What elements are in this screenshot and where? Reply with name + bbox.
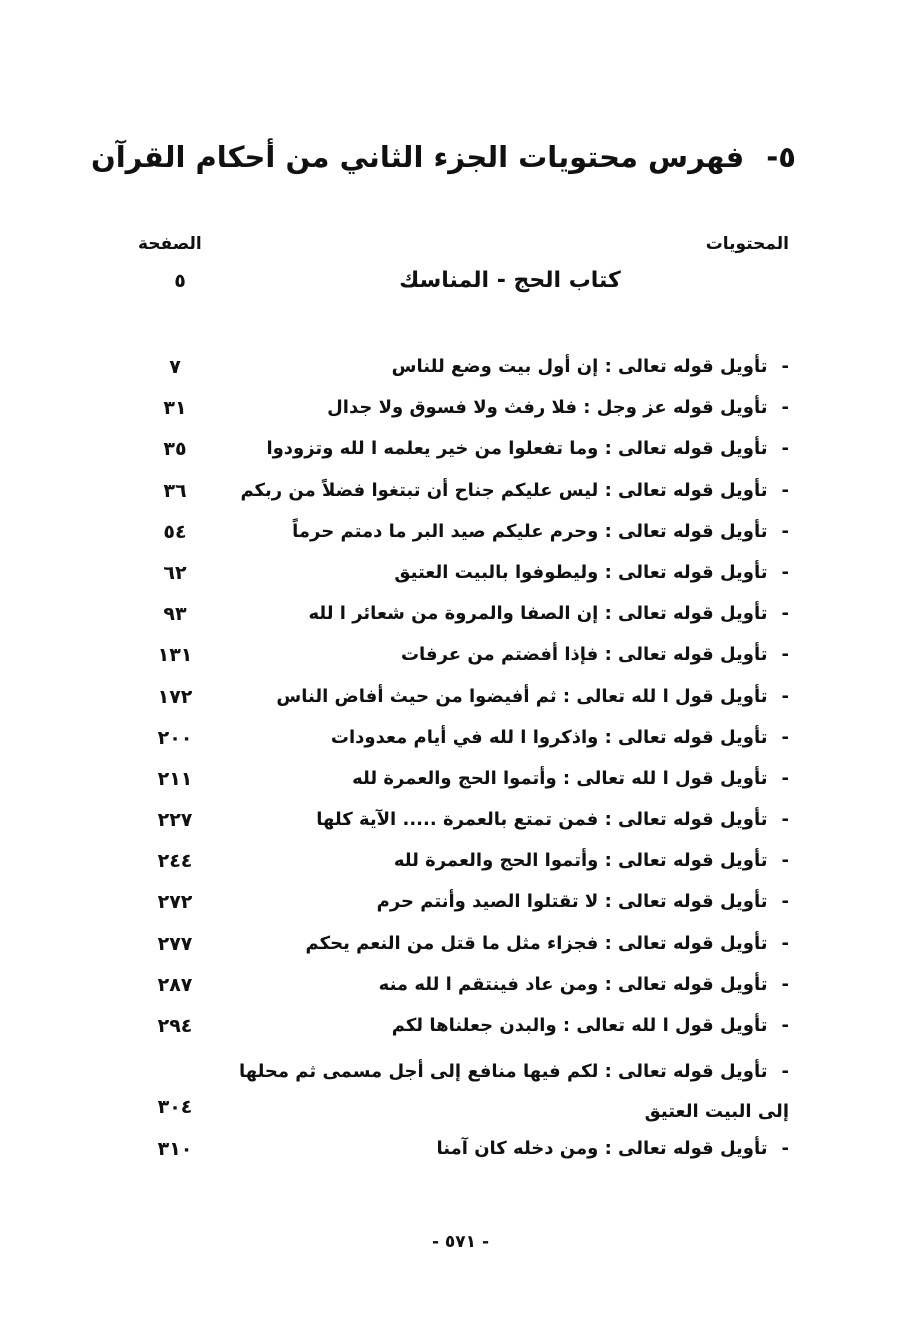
entry-title xyxy=(352,768,789,789)
entry-title xyxy=(392,356,789,377)
toc-entry xyxy=(0,558,921,599)
entry-page-number: ٢٩٤ xyxy=(157,1015,193,1037)
entry-title xyxy=(437,1138,790,1159)
entry-title xyxy=(327,397,789,418)
entry-title xyxy=(229,1052,789,1132)
entry-title xyxy=(394,562,789,583)
section-page-number: ٥ xyxy=(174,270,186,292)
entry-title xyxy=(331,727,789,748)
entry-dash: - xyxy=(781,561,789,583)
toc-entry xyxy=(0,723,921,764)
entry-title xyxy=(392,1015,789,1036)
entry-text: تأويل قوله تعالى : وأتموا الحج والعمرة لله xyxy=(393,850,768,872)
entry-text: تأويل قوله تعالى : واذكروا ا لله في أيام معدودات xyxy=(330,726,768,748)
entry-page-number: ٢٢٧ xyxy=(157,809,193,832)
entry-text: تأويل قوله تعالى : فإذا أفضتم من عرفات xyxy=(400,644,768,666)
entry-page-number: ٣١ xyxy=(163,397,187,420)
entry-text: تأويل قوله تعالى : لا تقتلوا الصيد وأنتم حرم xyxy=(376,891,768,913)
entry-text: تأويل قوله تعالى : وحرم عليكم صيد البر ما دمتم حرماً xyxy=(292,520,768,542)
entry-dash: - xyxy=(781,520,789,542)
entry-title xyxy=(377,891,789,912)
entry-page-number: ٧ xyxy=(169,356,181,378)
page-column-label: الصفحة xyxy=(138,234,202,254)
toc-entry xyxy=(0,1011,921,1052)
entry-page-number: ٢١١ xyxy=(157,767,193,790)
entry-page-number: ٦٢ xyxy=(163,561,187,584)
toc-entry xyxy=(0,517,921,558)
contents-column-label: المحتويات xyxy=(705,234,789,254)
entry-page-number: ٩٣ xyxy=(163,603,187,626)
entry-dash: - xyxy=(781,479,789,501)
entry-text: تأويل قوله تعالى : لكم فيها منافع إلى أجل مسمى ثم محلها إلى البيت العتيق xyxy=(238,1061,789,1123)
entry-title xyxy=(306,933,789,954)
toc-entry xyxy=(0,476,921,517)
entry-page-number: ٣٠٤ xyxy=(157,1096,193,1119)
entry-page-number: ١٧٢ xyxy=(157,685,193,708)
entry-page-number: ٣٦ xyxy=(163,479,187,502)
entry-title xyxy=(276,686,789,707)
entry-title xyxy=(309,603,790,624)
entry-title xyxy=(266,438,789,459)
entry-dash: - xyxy=(781,809,789,831)
entry-page-number: ٢٧٧ xyxy=(157,932,193,955)
entry-title xyxy=(240,480,789,501)
entry-dash: - xyxy=(781,438,789,460)
entry-page-number: ٣٥ xyxy=(163,438,187,461)
entry-dash: - xyxy=(781,973,789,995)
entry-page-number: ٢٧٢ xyxy=(157,891,193,914)
entry-text: تأويل قوله تعالى : إن الصفا والمروة من شعائر ا لله xyxy=(308,603,768,625)
entry-dash: - xyxy=(781,1061,789,1083)
entry-text: تأويل قوله تعالى : إن أول بيت وضع للناس xyxy=(391,356,768,377)
entry-text: تأويل قوله تعالى : فجزاء مثل ما قتل من النعم يحكم xyxy=(305,932,768,954)
entry-text: تأويل قوله تعالى : وليطوفوا بالبيت العتيق xyxy=(394,561,768,583)
entry-text: تأويل قول ا لله تعالى : وأتموا الحج والعمرة لله xyxy=(352,767,768,789)
entry-text: تأويل قوله تعالى : ومن دخله كان آمنا xyxy=(436,1138,768,1160)
toc-entry xyxy=(0,599,921,640)
entry-text: تأويل قوله تعالى : ليس عليكم جناح أن تبتغوا فضلاً من ربكم xyxy=(240,479,768,501)
footer-page-number: - ٥٧١ - xyxy=(431,1232,490,1252)
section-heading: كتاب الحج - المناسك xyxy=(399,268,621,293)
entry-title xyxy=(292,521,789,542)
entry-dash: - xyxy=(781,685,789,707)
title-number: ٥- xyxy=(766,140,796,174)
entry-text: تأويل قوله عز وجل : فلا رفث ولا فسوق ولا جدال xyxy=(327,397,768,419)
entry-dash: - xyxy=(781,644,789,666)
toc-entry xyxy=(0,929,921,970)
toc-entry xyxy=(0,352,921,393)
toc-entry xyxy=(0,887,921,928)
entry-page-number: ٣١٠ xyxy=(157,1138,193,1161)
entry-text: تأويل قول ا لله تعالى : والبدن جعلناها لكم xyxy=(391,1015,768,1036)
entry-page-number: ٥٤ xyxy=(163,520,187,543)
toc-entry xyxy=(0,846,921,887)
toc-entry xyxy=(0,393,921,434)
entry-title xyxy=(401,644,789,665)
title-text: فهرس محتويات الجزء الثاني من أحكام القرآن xyxy=(90,140,745,174)
entry-text: تأويل قوله تعالى : ومن عاد فينتقم ا لله منه xyxy=(378,973,768,995)
page-title xyxy=(91,140,796,174)
entry-dash: - xyxy=(781,1138,789,1160)
toc-entry xyxy=(0,764,921,805)
entry-text: تأويل قوله تعالى : وما تفعلوا من خير يعلمه ا لله وتزودوا xyxy=(266,438,768,460)
toc-entry xyxy=(0,682,921,723)
entry-dash: - xyxy=(781,850,789,872)
toc-entry xyxy=(0,970,921,1011)
toc-entries xyxy=(0,352,921,1175)
toc-entry xyxy=(0,805,921,846)
toc-entry xyxy=(0,640,921,681)
toc-entry xyxy=(0,434,921,475)
entry-dash: - xyxy=(781,1015,789,1036)
entry-dash: - xyxy=(781,891,789,913)
entry-page-number: ٢٤٤ xyxy=(157,850,193,873)
entry-text: تأويل قول ا لله تعالى : ثم أفيضوا من حيث أفاض الناس xyxy=(276,685,768,707)
entry-title xyxy=(394,850,789,871)
entry-dash: - xyxy=(781,356,789,377)
entry-page-number: ١٣١ xyxy=(157,644,193,667)
entry-page-number: ٢٠٠ xyxy=(157,726,193,749)
toc-entry xyxy=(0,1052,921,1134)
entry-dash: - xyxy=(781,603,789,625)
entry-title xyxy=(316,809,789,830)
toc-entry xyxy=(0,1134,921,1175)
entry-title xyxy=(379,974,789,995)
entry-dash: - xyxy=(781,397,789,419)
entry-dash: - xyxy=(781,726,789,748)
entry-dash: - xyxy=(781,767,789,789)
entry-dash: - xyxy=(781,932,789,954)
entry-page-number: ٢٨٧ xyxy=(157,973,193,996)
entry-text: تأويل قوله تعالى : فمن تمتع بالعمرة ..... الآية كلها xyxy=(316,809,768,831)
